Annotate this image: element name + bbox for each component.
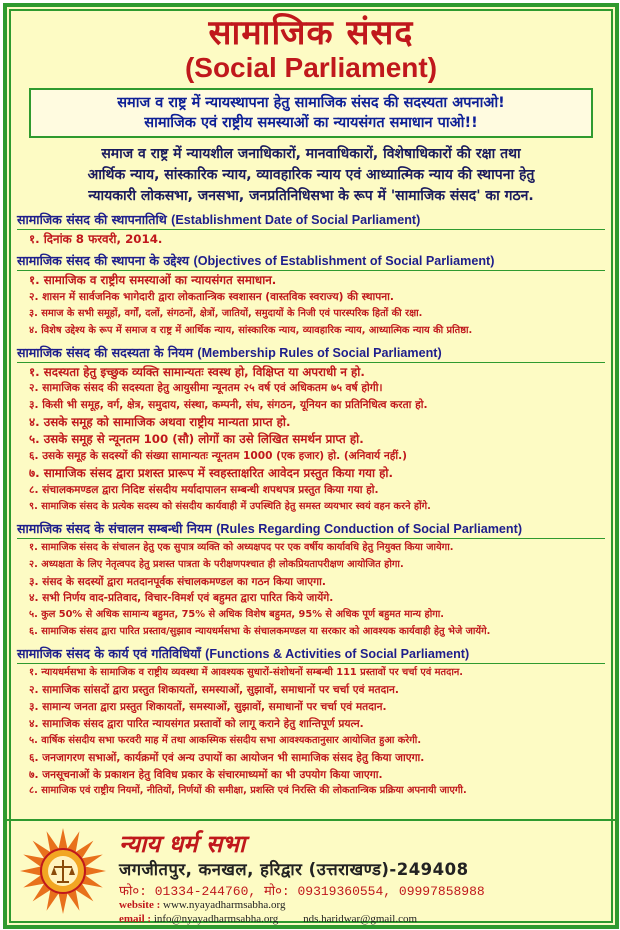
list-item: ६. उसके समूह के सदस्यों की संख्या सामान्यतः न्यूनतम 1000 (एक हजार) हो. (अनिवार्य नहीं.) (29, 450, 407, 463)
list-item: ४. सामाजिक संसद द्वारा पारित न्यायसंगत प्रस्तावों को लागू कराने हेतु शान्तिपूर्ण प्रयत्न. (29, 717, 364, 730)
footer-divider (7, 819, 615, 821)
list-item: २. अध्यक्षता के लिए नेतृत्वपद हेतु प्रशस्त पात्रता के परीक्षणपश्चात ही लोकप्रियतापरीक्षण आयोजित होगा. (29, 558, 404, 570)
slogan-box (29, 88, 593, 138)
poster (3, 3, 619, 929)
sun-logo-icon (19, 827, 107, 915)
website-link[interactable]: www.nyayadharmsabha.org (163, 899, 286, 911)
intro-line: आर्थिक न्याय, सांस्कारिक न्याय, व्यावहारिक न्याय एवं आध्यात्मिक न्याय की स्थापना हेतु (87, 167, 535, 183)
list-item: ५. वार्षिक संसदीय सभा फरवरी माह में तथा आकस्मिक संसदीय सभा आवश्यकतानुसार आयोजित हुआ करेगी. (29, 734, 422, 746)
list-item: २. शासन में सार्वजनिक भागेदारी द्वारा लोकतान्त्रिक स्वशासन (वास्तविक स्वराज्य) की स्थापना. (29, 290, 394, 303)
section-heading (17, 520, 605, 539)
list-item: ७. सामाजिक संसद द्वारा प्रशस्त प्रारूप में स्वहस्ताक्षरित आवेदन प्रस्तुत किया गया हो. (29, 465, 393, 480)
list-item: २. सामाजिक संसद की सदस्यता हेतु आयुसीमा न्यूनतम २५ वर्ष एवं अधिकतम ७५ वर्ष होगी। (29, 382, 383, 395)
list-item: ४. उसके समूह को सामाजिक अथवा राष्ट्रीय मान्यता प्राप्त हो. (29, 415, 291, 430)
title-hindi: सामाजिक संसद (208, 13, 414, 53)
section-heading-english: (Rules Regarding Conduction of Social Parliament) (216, 521, 523, 536)
list-item: ६. जनजागरण सभाओं, कार्यक्रमों एवं अन्य उपायों का आयोजन भी सामाजिक संसद हेतु किया जाएगा. (29, 751, 425, 764)
section-objectives (17, 252, 605, 340)
list-item: १. सामाजिक संसद के संचालन हेतु एक सुपात्र व्यक्ति को अध्यक्षपद पर एक वर्षीय कार्यावधि हेतु नियुक्त किया जायेगा. (29, 541, 454, 553)
list-item: ३. सामान्य जनता द्वारा प्रस्तुत शिकायतों, समस्याओं, सुझावों, समाधानों पर चर्चा एवं मतदान. (29, 700, 387, 713)
list-item: ३. समाज के सभी समूहों, वर्गों, दलों, संगठनों, क्षेत्रों, जातियों, समुदायों के निजी एवं पारस्परिक हितों की रक्षा. (29, 307, 423, 319)
list-item: ४. विशेष उद्देश्य के रूप में समाज व राष्ट्र में आर्थिक न्याय, सांस्कारिक न्याय, व्यावहारिक न्याय, आध्यात्मिक न्याय की प्रतिष्ठा. (29, 324, 473, 336)
section-heading-hindi: सामाजिक संसद के संचालन सम्बन्धी नियम (17, 520, 212, 536)
email-label: email : (119, 913, 152, 925)
list-item: १. न्यायधर्मसभा के सामाजिक व राष्ट्रीय व्यवस्था में आवश्यक सुधारों-संशोधनों सम्बन्धी 111 प्रस्तावों पर चर्चा एवं मतदान. (29, 667, 464, 679)
list-item: ३. किसी भी समूह, वर्ग, क्षेत्र, समुदाय, संस्था, कम्पनी, संघ, संगठन, यूनियन का प्रतिनिधित्व करता हो. (29, 399, 428, 412)
list-item: ३. संसद के सदस्यों द्वारा मतदानपूर्वक संचालकमण्डल का गठन किया जाएगा. (29, 575, 326, 588)
section-heading (17, 211, 605, 230)
section-heading-english: (Functions & Activities of Social Parliament) (205, 647, 470, 662)
section-functions-activities (17, 645, 605, 800)
section-heading-english: (Establishment Date of Social Parliament) (171, 213, 421, 227)
section-heading-hindi: सामाजिक संसद की स्थापना के उद्देश्य (17, 252, 190, 268)
section-establishment-date (17, 211, 605, 248)
list-item: १. सदस्यता हेतु इच्छुक व्यक्ति सामान्यतः स्वस्थ हो, विक्षिप्त या अपराधी न हो. (29, 364, 365, 379)
list-item: ९. सामाजिक संसद के प्रत्येक सदस्य को संसदीय कार्यवाही में उपस्थिति हेतु समस्त व्ययभार स्वयं वहन करने होंगे. (29, 500, 431, 512)
section-heading (17, 645, 605, 664)
section-heading (17, 344, 605, 363)
intro-line: समाज व राष्ट्र में न्यायशील जनाधिकारों, मानवाधिकारों, विशेषाधिकारों की रक्षा तथा (101, 146, 521, 162)
email-link-gmail[interactable]: nds.haridwar@gmail.com (303, 913, 418, 925)
list-item: ६. सामाजिक संसद द्वारा पारित प्रस्ताव/सुझाव न्यायधर्मसभा के संचालकमण्डल या सरकार को आवश्यक कार्यवाही हेतु भेजे जायेंगे. (29, 626, 491, 638)
org-phone: फो०: 01334-244760, मो०: 09319360554, 09997858988 (119, 884, 485, 899)
org-address: जगजीतपुर, कनखल, हरिद्वार (उत्तराखण्ड)-249408 (119, 860, 469, 879)
list-item: १. सामाजिक व राष्ट्रीय समस्याओं का न्यायसंगत समाधान. (29, 272, 277, 287)
footer (7, 823, 615, 925)
website-line (119, 899, 286, 911)
list-item: ४. सभी निर्णय वाद-प्रतिवाद, विचार-विमर्श एवं बहुमत द्वारा पारित किये जायेंगे. (29, 592, 334, 605)
list-item: २. सामाजिक सांसदों द्वारा प्रस्तुत शिकायतों, समस्याओं, सुझावों, समाधानों पर चर्चा एवं मतदान. (29, 684, 399, 697)
section-conduction-rules (17, 520, 605, 641)
section-membership-rules (17, 344, 605, 516)
intro-line: न्यायकारी लोकसभा, जनसभा, जनप्रतिनिधिसभा के रूप में 'सामाजिक संसद' का गठन. (88, 188, 534, 204)
list-item: ७. जनसूचनाओं के प्रकाशन हेतु विविध प्रकार के संचारमाध्यमों का भी उपयोग किया जाएगा. (29, 768, 383, 781)
intro-text (17, 144, 605, 207)
section-heading-english: (Membership Rules of Social Parliament) (197, 345, 442, 360)
list-item: ८. संचालकमण्डल द्वारा निदिष्ट संसदीय मर्यादापालन सम्बन्धी शपथपत्र प्रस्तुत किया गया हो. (29, 483, 379, 496)
slogan-line: समाज व राष्ट्र में न्यायस्थापना हेतु सामाजिक संसद की सदस्यता अपनाओ! (117, 95, 505, 111)
list-item: ५. कुल 50% से अधिक सामान्य बहुमत, 75% से अधिक विशेष बहुमत, 95% से अधिक पूर्ण बहुमत मान्य होगा. (29, 609, 445, 621)
org-name: न्याय धर्म सभा (119, 830, 246, 858)
list-item: ५. उसके समूह से न्यूनतम 100 (सौ) लोगों का उसे लिखित समर्थन प्राप्त हो. (29, 432, 364, 447)
email-link-info[interactable]: info@nyayadharmsabha.org (153, 913, 279, 925)
website-label: website : (119, 899, 161, 911)
section-heading (17, 252, 605, 271)
list-item: १. दिनांक 8 फरवरी, 2014. (29, 232, 163, 246)
email-line (119, 913, 417, 925)
section-heading-english: (Objectives of Establishment of Social Parliament) (193, 253, 495, 268)
section-heading-hindi: सामाजिक संसद के कार्य एवं गतिविधियाँ (17, 646, 201, 662)
section-heading-hindi: सामाजिक संसद की स्थापनातिथि (17, 212, 167, 227)
title-english: (Social Parliament) (184, 52, 438, 83)
section-heading-hindi: सामाजिक संसद की सदस्यता के नियम (17, 344, 194, 360)
slogan-line: सामाजिक एवं राष्ट्रीय समस्याओं का न्यायसंगत समाधान पाओ!! (144, 115, 478, 131)
list-item: ८. सामाजिक एवं राष्ट्रीय नियमों, नीतियों, निर्णयों की समीक्षा, प्रशस्ति एवं निरस्ति की लोकतान्त्रिक प्रक्रिया अपनायी जाएगी. (29, 785, 467, 797)
